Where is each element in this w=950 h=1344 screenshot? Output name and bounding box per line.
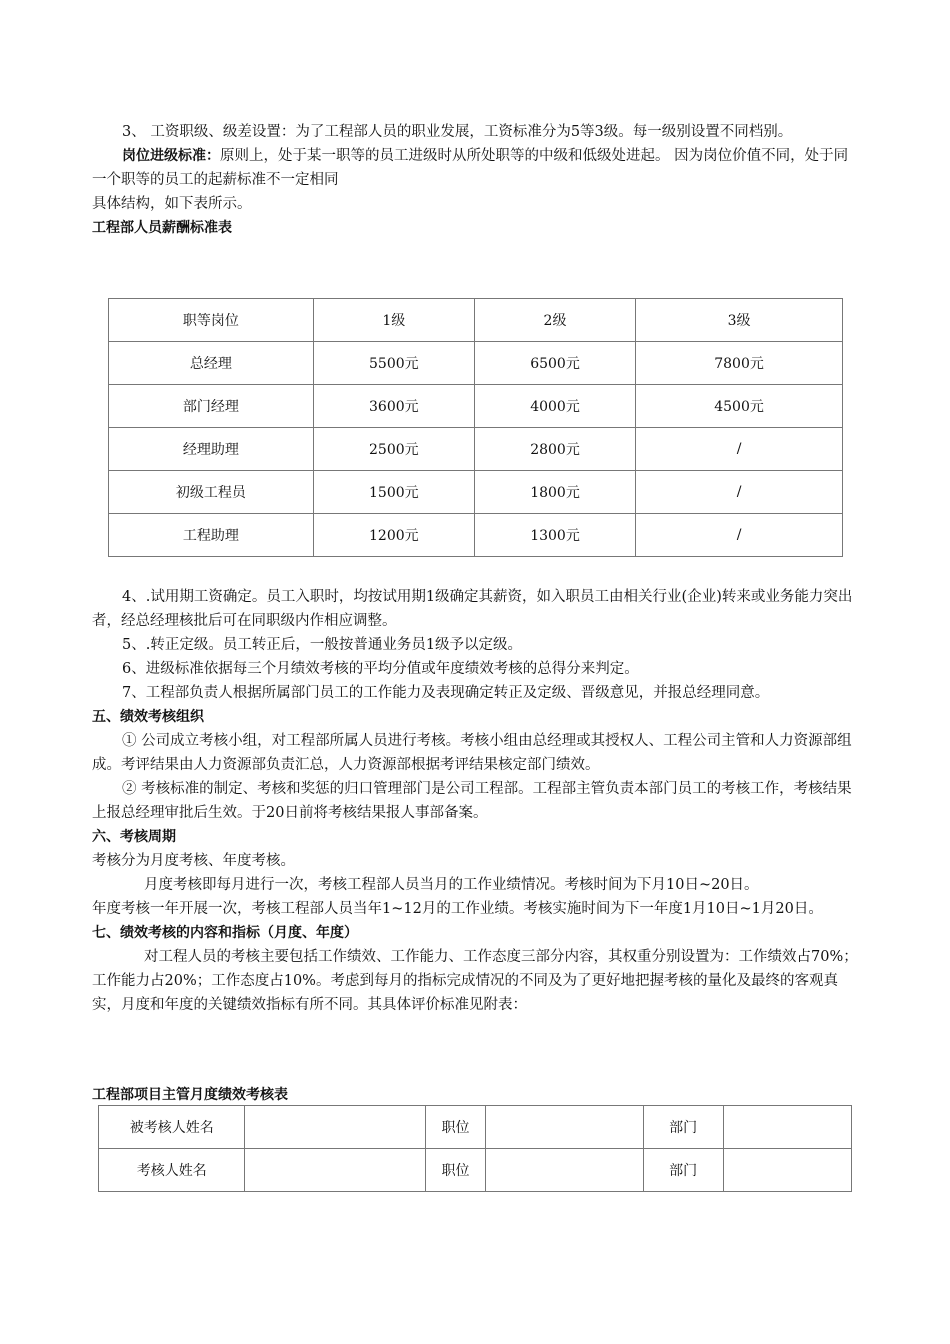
table-cell: 总经理: [109, 342, 314, 385]
table-cell: 初级工程员: [109, 471, 314, 514]
table-row: [109, 342, 843, 385]
document-top: [92, 120, 862, 240]
table-row: [99, 1106, 852, 1149]
section6-heading: 六、考核周期: [92, 829, 176, 845]
salary-standard-table: [108, 298, 843, 557]
value-cell: [245, 1149, 425, 1192]
section5-item2: ② 考核标准的制定、考核和奖惩的归口管理部门是公司工程部。工程部主管负责本部门员工的考核工作，考核结果上报总经理审批后生效。于20日前将考核结果报人事部备案。: [92, 781, 852, 821]
salary-table-title: 工程部人员薪酬标准表: [92, 220, 232, 236]
section7-text: 对工程人员的考核主要包括工作绩效、工作能力、工作态度三部分内容，其权重分别设置为：工作绩效占70%；工作能力占20%；工作态度占10%。考虑到每月的指标完成情况的不同及为了更好地把握考核的量化及最终的客观真实，月度和年度的关键绩效指标有所不同。其具体评价标准见附表：: [92, 949, 858, 1013]
header-cell: 职等岗位: [109, 299, 314, 342]
table-row: [109, 428, 843, 471]
table-cell: 4500元: [636, 385, 843, 428]
table-cell: 1200元: [313, 514, 474, 557]
table-cell: 3600元: [313, 385, 474, 428]
section6-yearly: 年度考核一年开展一次，考核工程部人员当年1~12月的工作业绩。考核实施时间为下一年度1月10日~1月20日。: [92, 901, 823, 917]
table-row: [99, 1149, 852, 1192]
table-cell: 2800元: [474, 428, 635, 471]
paragraph-promotion: [92, 144, 862, 192]
paragraph-structure: 具体结构，如下表所示。: [92, 196, 252, 212]
value-cell: [486, 1149, 643, 1192]
label-cell: 被考核人姓名: [99, 1106, 245, 1149]
table-cell: 经理助理: [109, 428, 314, 471]
header-cell: 1级: [313, 299, 474, 342]
table-cell: 7800元: [636, 342, 843, 385]
paragraph-manager-opinion: 7、工程部负责人根据所属部门员工的工作能力及表现确定转正及定级、晋级意见，并报总经理同意。: [122, 685, 770, 701]
paragraph-salary-levels: 3、 工资职级、级差设置：为了工程部人员的职业发展，工资标准分为5等3级。每一级别设置不同档别。: [122, 124, 793, 140]
label-cell: 职位: [425, 1149, 486, 1192]
value-cell: [245, 1106, 425, 1149]
table-cell: 1300元: [474, 514, 635, 557]
table-row: [109, 514, 843, 557]
label-cell: 部门: [643, 1106, 723, 1149]
label-cell: 考核人姓名: [99, 1149, 245, 1192]
table-cell: 部门经理: [109, 385, 314, 428]
section5-item1: ① 公司成立考核小组，对工程部所属人员进行考核。考核小组由总经理或其授权人、工程公司主管和人力资源部组成。考评结果由人力资源部负责汇总，人力资源部根据考评结果核定部门绩效。: [92, 733, 852, 773]
promotion-text: 原则上，处于某一职等的员工进级时从所处职等的中级和低级处进起。 因为岗位价值不同，处于同一个职等的员工的起薪标准不一定相同: [92, 148, 849, 188]
table-cell: /: [636, 514, 843, 557]
section5-heading: 五、绩效考核组织: [92, 709, 204, 725]
table-cell: 6500元: [474, 342, 635, 385]
section6-monthly: 月度考核即每月进行一次，考核工程部人员当月的工作业绩情况。考核时间为下月10日~20日。: [144, 877, 759, 893]
table-cell: 工程助理: [109, 514, 314, 557]
table-cell: /: [636, 471, 843, 514]
table-cell: 2500元: [313, 428, 474, 471]
value-cell: [486, 1106, 643, 1149]
document-body: [92, 585, 862, 1017]
table-cell: 4000元: [474, 385, 635, 428]
table-cell: 1800元: [474, 471, 635, 514]
paragraph-probation: 4、.试用期工资确定。员工入职时，均按试用期1级确定其薪资，如入职员工由相关行业(企业)转来或业务能力突出者，经总经理核批后可在同职级内作相应调整。: [92, 589, 853, 629]
table-row: [109, 385, 843, 428]
section7-heading: 七、绩效考核的内容和指标（月度、年度）: [92, 925, 358, 941]
table-cell: /: [636, 428, 843, 471]
review-table-title: 工程部项目主管月度绩效考核表: [92, 1087, 288, 1103]
label-cell: 职位: [425, 1106, 486, 1149]
paragraph-regularization: 5、.转正定级。员工转正后，一般按普通业务员1级予以定级。: [122, 637, 523, 653]
value-cell: [723, 1106, 851, 1149]
table-cell: 5500元: [313, 342, 474, 385]
value-cell: [723, 1149, 851, 1192]
paragraph-promotion-basis: 6、进级标准依据每三个月绩效考核的平均分值或年度绩效考核的总得分来判定。: [122, 661, 639, 677]
promotion-label: 岗位进级标准：: [122, 148, 220, 164]
label-cell: 部门: [643, 1149, 723, 1192]
header-cell: 3级: [636, 299, 843, 342]
table-row: [109, 471, 843, 514]
monthly-review-table: [98, 1105, 852, 1192]
table-cell: 1500元: [313, 471, 474, 514]
header-cell: 2级: [474, 299, 635, 342]
table-header-row: [109, 299, 843, 342]
section6-line1: 考核分为月度考核、年度考核。: [92, 853, 295, 869]
